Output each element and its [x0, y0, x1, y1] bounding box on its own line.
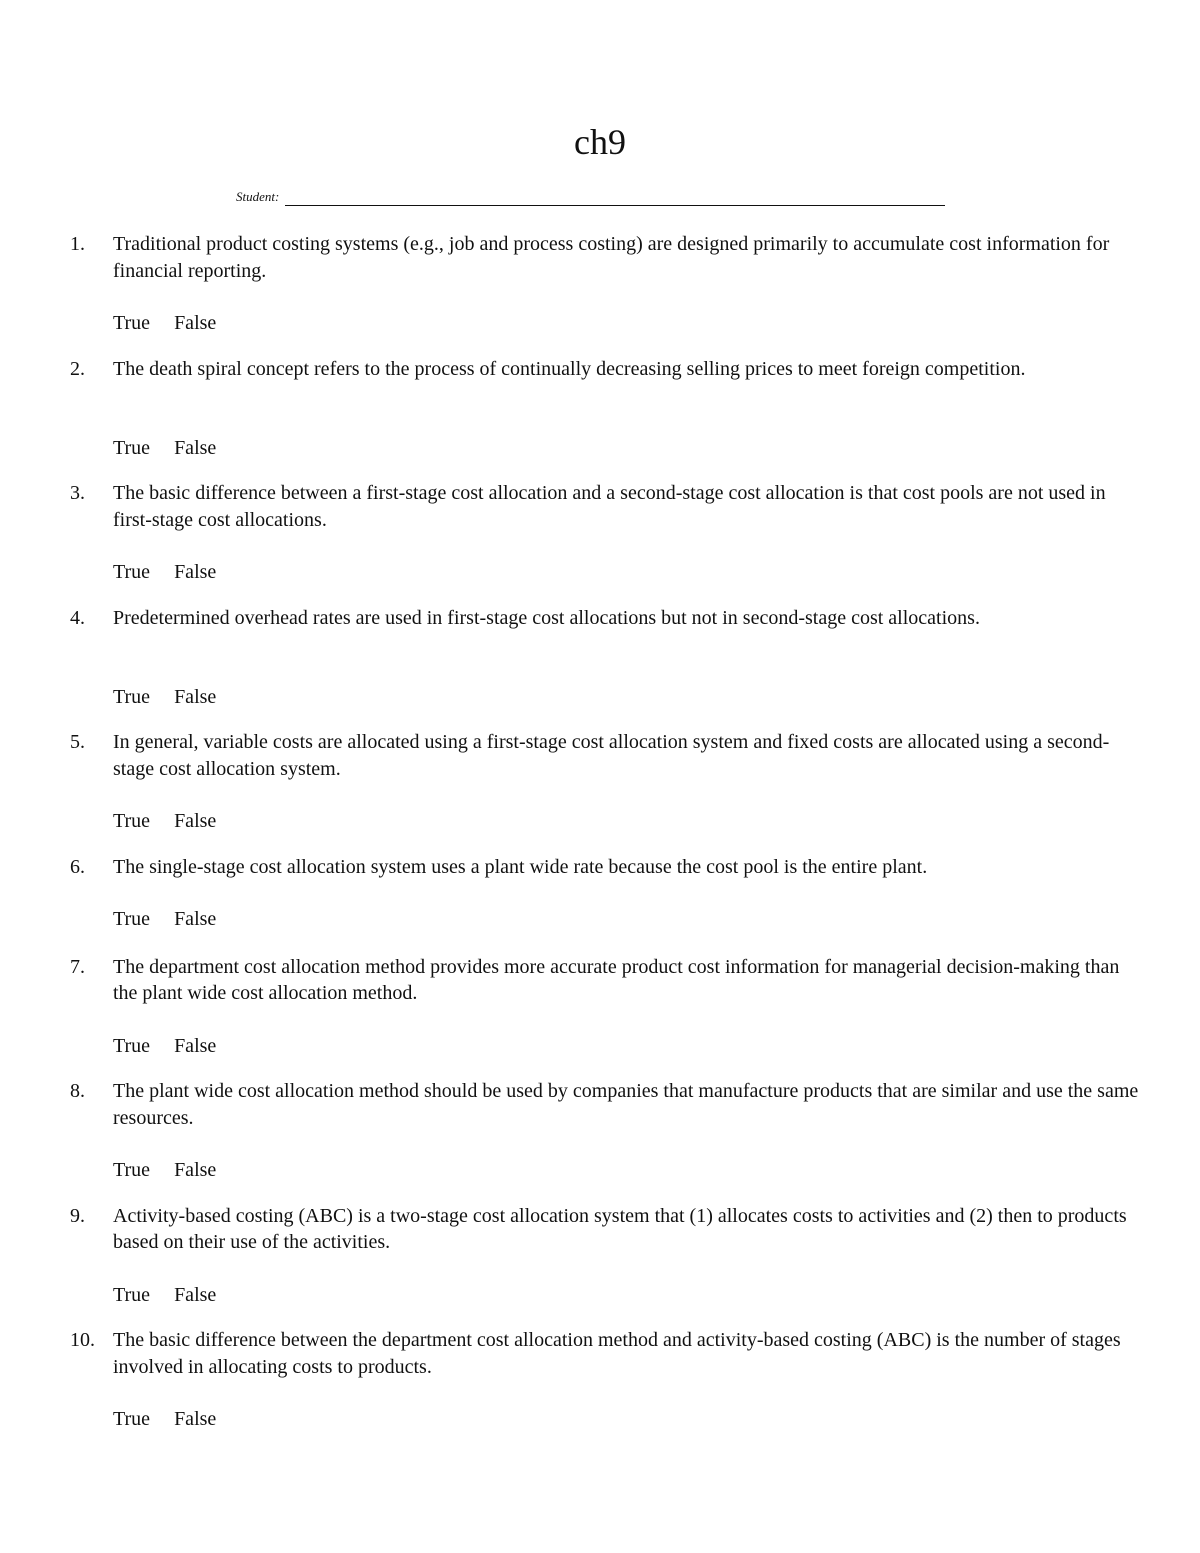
question-number: 4.	[70, 606, 85, 629]
answer-false[interactable]: False	[174, 810, 217, 833]
answer-false[interactable]: False	[174, 685, 217, 708]
answer-false[interactable]: False	[174, 312, 217, 334]
answer-false[interactable]: False	[174, 1408, 217, 1431]
answer-options	[113, 559, 216, 585]
answer-options	[113, 1157, 216, 1183]
question-number: 7.	[70, 955, 85, 978]
question-number: 5.	[70, 731, 85, 754]
question-item	[70, 1078, 1140, 1203]
question-item	[70, 231, 1140, 356]
question-text: The department cost allocation method provides more accurate product cost information for managerial decision-making than the plant wide cost allocation method.	[113, 955, 1120, 1005]
answer-true[interactable]: True	[113, 1159, 151, 1182]
answer-true[interactable]: True	[113, 907, 151, 930]
question-item	[70, 954, 1140, 1079]
question-number: 9.	[70, 1204, 85, 1227]
question-item	[70, 480, 1140, 605]
question-number: 10.	[70, 1329, 95, 1352]
question-text: The basic difference between a first-stage cost allocation and a second-stage cost allocation is that cost pools are not used in first-stage cost allocations.	[113, 482, 1106, 531]
student-label: Student:	[236, 189, 280, 204]
answer-options	[113, 310, 216, 336]
answer-true[interactable]: True	[113, 1408, 151, 1431]
answer-false[interactable]: False	[174, 1283, 217, 1306]
question-number: 1.	[70, 233, 85, 255]
question-text: Activity-based costing (ABC) is a two-stage cost allocation system that (1) allocates costs to activities and (2) then to products based on their use of the activities.	[113, 1204, 1127, 1254]
answer-options	[113, 1406, 216, 1432]
question-item	[70, 1203, 1140, 1328]
answer-options	[113, 684, 216, 710]
question-number: 2.	[70, 357, 85, 380]
answer-true[interactable]: True	[113, 1283, 151, 1306]
question-number: 6.	[70, 855, 85, 878]
page-title: ch9	[574, 122, 626, 162]
question-text: The death spiral concept refers to the process of continually decreasing selling prices to meet foreign competition.	[113, 357, 1026, 380]
answer-false[interactable]: False	[174, 1034, 217, 1057]
question-item	[70, 605, 1140, 730]
answer-true[interactable]: True	[113, 1034, 151, 1057]
question-text: Traditional product costing systems (e.g., job and process costing) are designed primarily to accumulate cost information for financial reporting.	[113, 233, 1110, 282]
question-item	[70, 356, 1140, 481]
question-text: The single-stage cost allocation system uses a plant wide rate because the cost pool is the entire plant.	[113, 855, 928, 878]
question-list	[70, 231, 1140, 1452]
answer-false[interactable]: False	[174, 1159, 217, 1182]
answer-false[interactable]: False	[174, 436, 217, 459]
answer-true[interactable]: True	[113, 436, 151, 459]
answer-true[interactable]: True	[113, 810, 151, 833]
answer-options	[113, 906, 216, 932]
answer-true[interactable]: True	[113, 685, 151, 708]
student-name-blank[interactable]	[285, 191, 945, 206]
question-number: 3.	[70, 482, 85, 505]
answer-true[interactable]: True	[113, 312, 151, 334]
question-number: 8.	[70, 1080, 85, 1103]
answer-false[interactable]: False	[174, 907, 217, 930]
answer-options	[113, 1033, 216, 1059]
answer-options	[113, 1282, 216, 1308]
answer-false[interactable]: False	[174, 561, 217, 584]
answer-options	[113, 435, 216, 461]
student-name-line	[236, 188, 945, 206]
question-item	[70, 729, 1140, 854]
answer-true[interactable]: True	[113, 561, 151, 584]
question-text: In general, variable costs are allocated using a first-stage cost allocation system and fixed costs are allocated using a second-stage cost allocation system.	[113, 731, 1110, 780]
question-text: The basic difference between the department cost allocation method and activity-based costing (ABC) is the number of stages involved in allocating costs to products.	[113, 1329, 1121, 1378]
answer-options	[113, 808, 216, 834]
question-item	[70, 1327, 1140, 1452]
question-text: The plant wide cost allocation method should be used by companies that manufacture products that are similar and use the same resources.	[113, 1080, 1139, 1129]
question-text: Predetermined overhead rates are used in first-stage cost allocations but not in second-stage cost allocations.	[113, 606, 980, 629]
